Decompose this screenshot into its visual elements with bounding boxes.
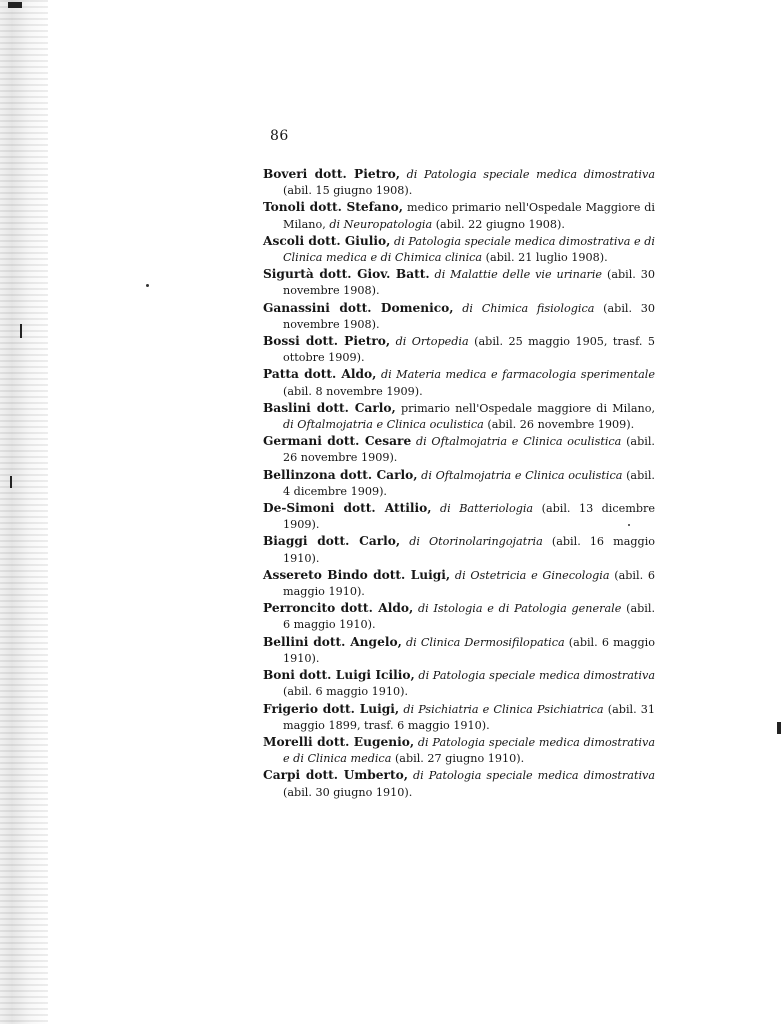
person-name: De-Simoni dott. Attilio, [263, 501, 432, 516]
scan-mark [8, 2, 22, 8]
person-name: Ascoli dott. Giulio, [263, 233, 391, 248]
qualification-date: (abil. 27 giugno 1910). [394, 752, 525, 766]
page-number: 86 [270, 128, 289, 144]
person-name: Boni dott. Luigi Icilio, [263, 668, 415, 683]
discipline: di Materia medica e farmacologia sperimentale [380, 368, 655, 382]
qualification-date: (abil. 6 maggio 1910). [283, 602, 656, 632]
list-item [263, 333, 655, 366]
list-item [263, 500, 655, 533]
discipline: di Istologia e di Patologia generale [417, 602, 622, 616]
scan-mark [10, 476, 12, 488]
person-name: Germani dott. Cesare [263, 434, 412, 449]
qualification-date: (abil. 13 dicembre 1909). [283, 502, 656, 532]
qualification-date: (abil. 25 maggio 1905, trasf. 5 ottobre 1909). [283, 335, 655, 365]
list-item [263, 266, 655, 299]
position-text: primario nell'Ospedale maggiore di Milano, [400, 401, 656, 415]
person-name: Boveri dott. Pietro, [263, 167, 401, 181]
person-name: Bellini dott. Angelo, [263, 634, 402, 649]
scanned-page-edge [0, 0, 48, 1024]
list-item [263, 366, 655, 399]
qualification-date: (abil. 6 maggio 1910). [283, 568, 655, 599]
list-item [263, 199, 655, 232]
list-item [263, 567, 655, 600]
discipline: di Ortopedia [395, 335, 469, 349]
scan-mark [777, 722, 781, 734]
person-name: Sigurtà dott. Giov. Batt. [263, 267, 430, 282]
qualification-date: (abil. 15 giugno 1908). [283, 184, 413, 198]
discipline: di Psichiatria e Clinica Psichiatrica [403, 702, 604, 716]
discipline: di Patologia speciale medica dimostrativa [406, 168, 655, 181]
person-name: Morelli dott. Eugenio, [263, 734, 415, 749]
discipline: di Patologia speciale medica dimostrativa [413, 769, 656, 783]
list-item [263, 433, 655, 466]
list-item [263, 300, 655, 333]
discipline: di Patologia speciale medica dimostrativa e di Clinica medica [283, 735, 655, 766]
qualification-date: (abil. 30 novembre 1908). [283, 268, 655, 298]
list-item [263, 734, 655, 767]
person-name: Bossi dott. Pietro, [263, 334, 391, 349]
discipline: di Neuropatologia [329, 217, 433, 231]
discipline: di Oftalmojatria e Clinica oculistica [415, 435, 622, 449]
qualification-date: (abil. 6 maggio 1910). [283, 635, 655, 665]
discipline: di Oftalmojatria e Clinica oculistica [283, 418, 484, 432]
entry-list [263, 166, 655, 801]
person-name: Carpi dott. Umberto, [263, 768, 408, 783]
list-item [263, 166, 655, 199]
person-name: Bellinzona dott. Carlo, [263, 467, 418, 482]
discipline: di Batteriologia [440, 502, 534, 516]
qualification-date: (abil. 6 maggio 1910). [283, 685, 409, 699]
person-name: Patta dott. Aldo, [263, 367, 377, 382]
qualification-date: (abil. 16 maggio 1910). [283, 535, 656, 565]
discipline: di Clinica Dermosifilopatica [405, 635, 565, 649]
person-name: Assereto Bindo dott. Luigi, [263, 567, 451, 582]
list-item [263, 600, 655, 633]
qualification-date: (abil. 8 novembre 1909). [283, 384, 423, 398]
person-name: Ganassini dott. Domenico, [263, 300, 454, 315]
list-item [263, 667, 655, 700]
scan-mark [20, 324, 22, 338]
person-name: Biaggi dott. Carlo, [263, 534, 401, 549]
list-item [263, 634, 655, 667]
person-name: Frigerio dott. Luigi, [263, 701, 400, 716]
discipline: di Patologia speciale medica dimostrativa e di Clinica medica e di Chimica clinica [283, 234, 656, 265]
person-name: Tonoli dott. Stefano, [263, 200, 404, 215]
qualification-date: (abil. 30 novembre 1908). [283, 301, 656, 331]
qualification-date: (abil. 4 dicembre 1909). [283, 468, 655, 498]
list-item [263, 701, 655, 734]
discipline: di Malattie delle vie urinarie [434, 268, 603, 282]
qualification-date: (abil. 26 novembre 1909). [487, 418, 635, 432]
person-name: Baslini dott. Carlo, [263, 400, 396, 415]
discipline: di Ostetricia e Ginecologia [454, 568, 610, 582]
list-item [263, 233, 655, 266]
qualification-date: (abil. 26 novembre 1909). [283, 435, 655, 465]
list-item [263, 400, 655, 433]
person-name: Perroncito dott. Aldo, [263, 601, 414, 616]
discipline: di Otorinolaringojatria [409, 535, 543, 549]
discipline: di Patologia speciale medica dimostrativa [418, 669, 655, 683]
discipline: di Chimica fisiologica [462, 301, 595, 315]
ink-speck [146, 284, 149, 287]
qualification-date: (abil. 30 giugno 1910). [283, 785, 413, 799]
list-item [263, 767, 655, 800]
qualification-date: (abil. 21 luglio 1908). [485, 251, 608, 265]
position-text: medico primario nell'Ospedale Maggiore di Milano, [283, 201, 656, 231]
list-item [263, 533, 655, 566]
discipline: di Oftalmojatria e Clinica oculistica [421, 468, 623, 482]
list-item [263, 467, 655, 500]
qualification-date: (abil. 22 giugno 1908). [435, 217, 565, 231]
qualification-date: (abil. 31 maggio 1899, trasf. 6 maggio 1910). [283, 702, 656, 732]
